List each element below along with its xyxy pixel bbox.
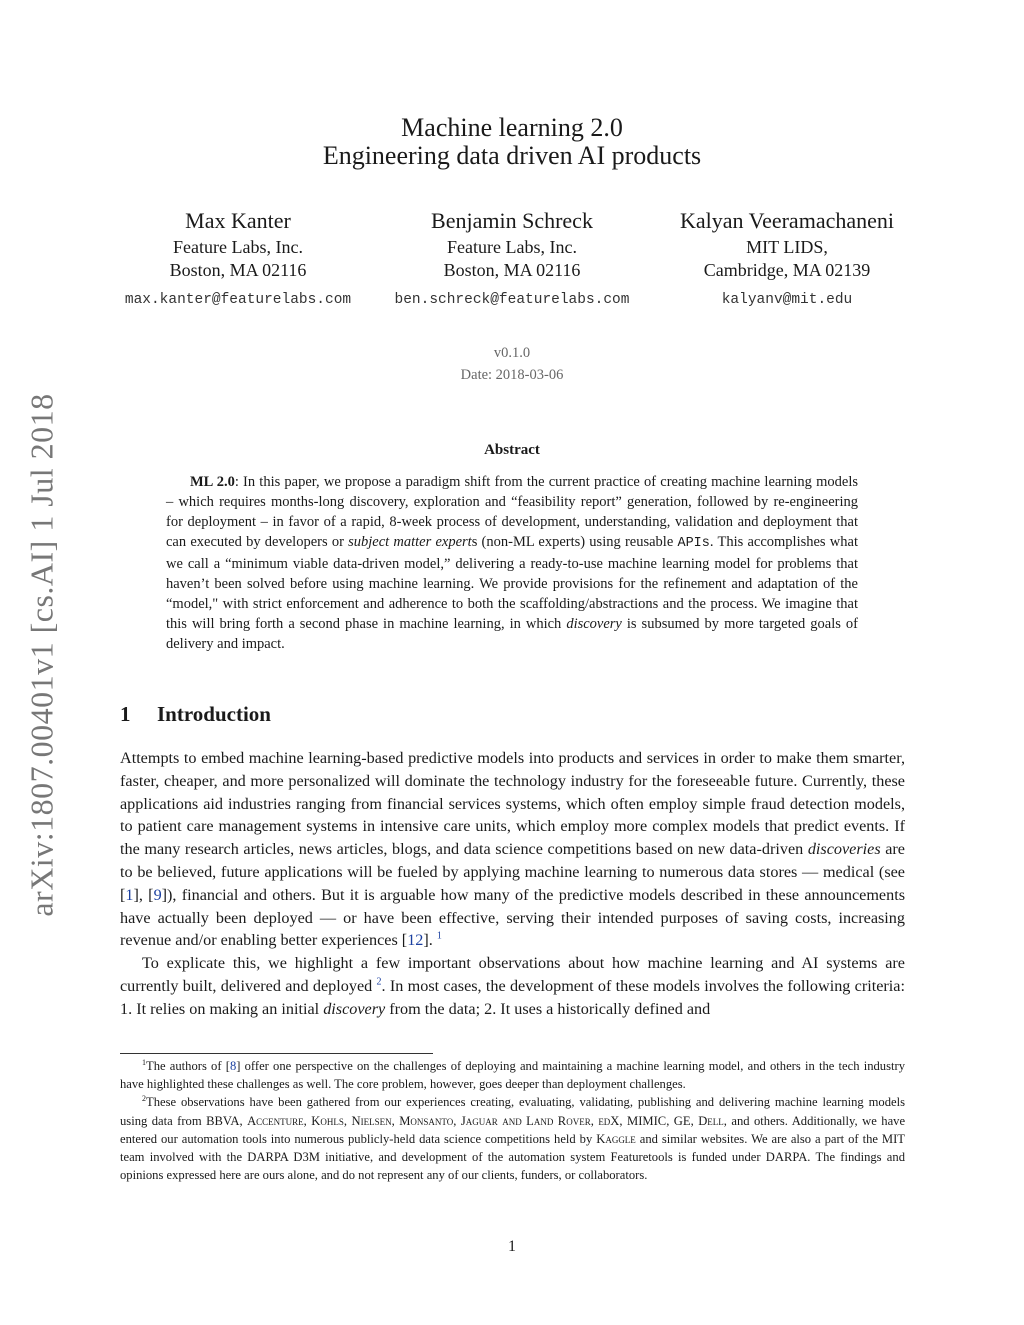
footnotes [120,1057,905,1184]
footnote [120,1057,905,1093]
citation-link[interactable]: 8 [229,1059,237,1073]
author-block [656,206,918,310]
text: . In most cases, the development of these models involves the following criteria: 1. It relies on making an initial [120,976,905,1018]
text: , [343,1113,352,1128]
company: edX [598,1113,620,1128]
text: ]. [423,931,437,950]
text: Attempts to embed machine learning-based predictive models into products and services in order to make them smarter, faster, cheaper, and more personalized will dominate the technology industry for the foreseeable future. Currently, these applications aid industries ranging from financial services systems, which often employ simple fraud detection models, to patient care management systems in intensive care units, which employ more complex models that predict events. If the many research articles, news articles, blogs, and data science competitions based on new data-driven [120,749,905,859]
text: are to be believed, future applications will be fueled by applying machine learning to numerous data stores — medical (see [ [120,840,905,904]
author-affiliation: MIT LIDS, [746,237,828,257]
footnote-rule [120,1053,433,1054]
author-email[interactable]: max.kanter@featurelabs.com [124,292,352,308]
author-email[interactable]: ben.schreck@featurelabs.com [394,292,630,308]
abstract-text: is subsumed by more targeted goals of delivery and impact. [166,616,858,652]
arxiv-stamp-text: arXiv:1807.00401v1 [cs.AI] 1 Jul 2018 [23,393,60,917]
company: Kohls [311,1113,344,1128]
text: , [453,1113,461,1128]
author-name: Benjamin Schreck [431,208,593,233]
text: ]), financial and others. But it is arguable how many of the predictive models described in these announcements have actually been deployed — or have been effective, serving their intended purposes of saving costs, increasing revenue and/or enabling better experiences [ [120,885,906,950]
footnote-mark: 2 [142,1094,146,1104]
author-affiliation: Feature Labs, Inc. [447,237,577,257]
text: from the data; 2. It uses a historically defined and [385,999,711,1018]
title-line-1: Machine learning 2.0 [401,113,623,142]
text: , [391,1113,400,1128]
section-title: Introduction [157,702,271,726]
text: and similar websites. We are also a part of the MIT team involved with the DARPA D3M initiative, and development of the automation system Featuretools is funded under DARPA. The findings and opinions expressed here are ours alone, and do not represent any of our clients, funders, or collaborators. [120,1131,906,1183]
citation-link[interactable]: 9 [153,885,162,904]
emphasis: discovery [323,999,386,1018]
footnote-ref[interactable]: 1 [436,930,442,942]
author-address: Boston, MA 02116 [169,260,307,280]
author-name: Kalyan Veeramachaneni [680,208,894,233]
text: To explicate this, we highlight a few important observations about how machine learning and AI systems are currently built, delivered and deployed [120,954,905,995]
section-heading [120,702,271,727]
text: , MIMIC, GE, [619,1113,699,1128]
date: Date: 2018-03-06 [460,367,564,383]
author-email[interactable]: kalyanv@mit.edu [721,292,853,308]
company: Kaggle [596,1131,636,1146]
emphasis: discoveries [807,840,881,859]
footnote-mark: 1 [142,1057,146,1067]
text: ], [ [133,885,154,904]
abstract-text: . This accomplishes what we call a “minimum viable data-driven model,” delivering a ready-to-use machine learning model for problems that haven’t been solved before using machine learning. We provide provisions for the refinement and adaptation of the “model," with strict enforcement and adherence to both the scaffolding/abstractions and the process. We imagine that this will bring forth a second phase in machine learning, in which [166,534,858,632]
text: , [590,1113,599,1128]
abstract-lead: ML 2.0 [190,474,235,490]
footnote [120,1093,905,1184]
abstract-emphasis: subject matter expert [348,534,472,550]
citation-link[interactable]: 1 [125,885,134,904]
author-name: Max Kanter [185,208,291,233]
company: Nielsen [351,1113,392,1128]
abstract-heading: Abstract [484,442,540,458]
introduction-body [120,747,905,1021]
footnote-ref[interactable]: 2 [376,976,382,988]
author-block [110,206,366,310]
section-number: 1 [120,702,131,726]
citation-link[interactable]: 12 [407,931,424,950]
company: Monsanto [399,1113,454,1128]
company: Accenture [247,1113,304,1128]
abstract-text: s (non-ML experts) using reusable [471,534,678,550]
author-address: Boston, MA 02116 [443,260,581,280]
author-address: Cambridge, MA 02139 [703,260,871,280]
paper-title [0,114,1024,170]
version: v0.1.0 [493,345,531,361]
author-affiliation: Feature Labs, Inc. [173,237,303,257]
version-info [0,342,1024,386]
abstract-code: APIs [677,536,710,551]
abstract-text: : In this paper, we propose a paradigm shift from the current practice of creating machine learning models – which requires months-long discovery, exploration and “feasibility report” generation, followed by re-engineering for deployment – in favor of a rapid, 8-week process of development, understanding, validation and deployment that can executed by developers or [166,474,858,550]
abstract-body [166,472,858,654]
abstract-emphasis: discovery [566,616,622,632]
paragraph [120,747,905,952]
company: Jaguar and Land Rover [460,1113,591,1128]
text: These observations have been gathered from our experiences creating, evaluating, validating, publishing and delivering machine learning models using data from BBVA, [120,1095,905,1128]
text: , and others. Additionally, we have entered our automation tools into numerous publicly-held data science competitions held by [120,1113,906,1146]
text: The authors of [ [146,1059,230,1073]
company: Dell [698,1113,724,1128]
author-block [384,206,640,310]
text: , [303,1113,312,1128]
page-number: 1 [508,1238,516,1255]
title-line-2: Engineering data driven AI products [322,141,702,170]
paragraph [120,952,905,1020]
text: ] offer one perspective on the challenges of deploying and maintaining a machine learning model, and others in the tech industry have highlighted these challenges as well. The core problem, however, goes deeper than deployment challenges. [120,1059,905,1092]
